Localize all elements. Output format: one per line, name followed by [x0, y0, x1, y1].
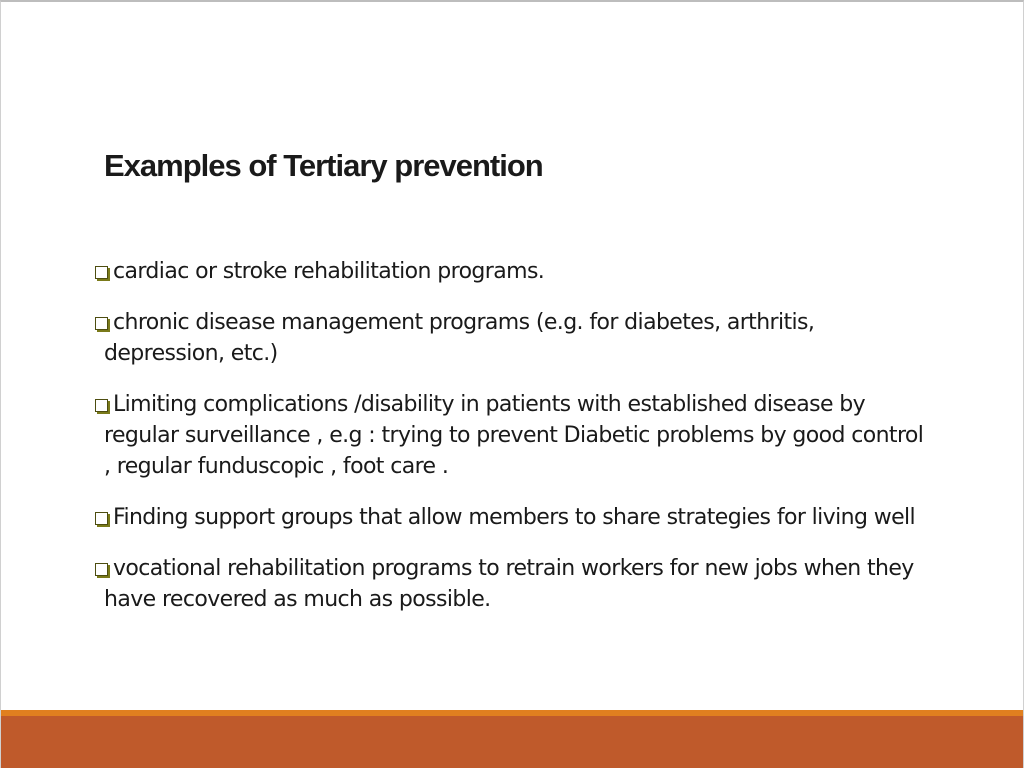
bullet-text: chronic disease management programs (e.g. for diabetes, arthritis, depression, etc.) — [104, 310, 815, 366]
checkbox-bullet-icon — [95, 399, 108, 412]
footer-band — [1, 716, 1024, 768]
bullet-text: Finding support groups that allow members to share strategies for living well — [113, 505, 916, 530]
list-item — [95, 389, 935, 482]
bullet-list — [95, 256, 935, 635]
checkbox-bullet-icon — [95, 317, 108, 330]
list-item — [95, 502, 935, 533]
checkbox-bullet-icon — [95, 512, 108, 525]
checkbox-bullet-icon — [95, 266, 108, 279]
bullet-text: Limiting complications /disability in patients with established disease by regular surveillance , e.g : trying to prevent Diabetic problems by good control , regular funduscopic , foot care . — [104, 392, 924, 479]
checkbox-bullet-icon — [95, 563, 108, 576]
list-item — [95, 553, 935, 615]
bullet-text: vocational rehabilitation programs to retrain workers for new jobs when they have recovered as much as possible. — [104, 556, 914, 612]
bullet-text: cardiac or stroke rehabilitation programs. — [113, 259, 545, 284]
list-item — [95, 256, 935, 287]
list-item — [95, 307, 935, 369]
slide-title: Examples of Tertiary prevention — [104, 148, 543, 183]
